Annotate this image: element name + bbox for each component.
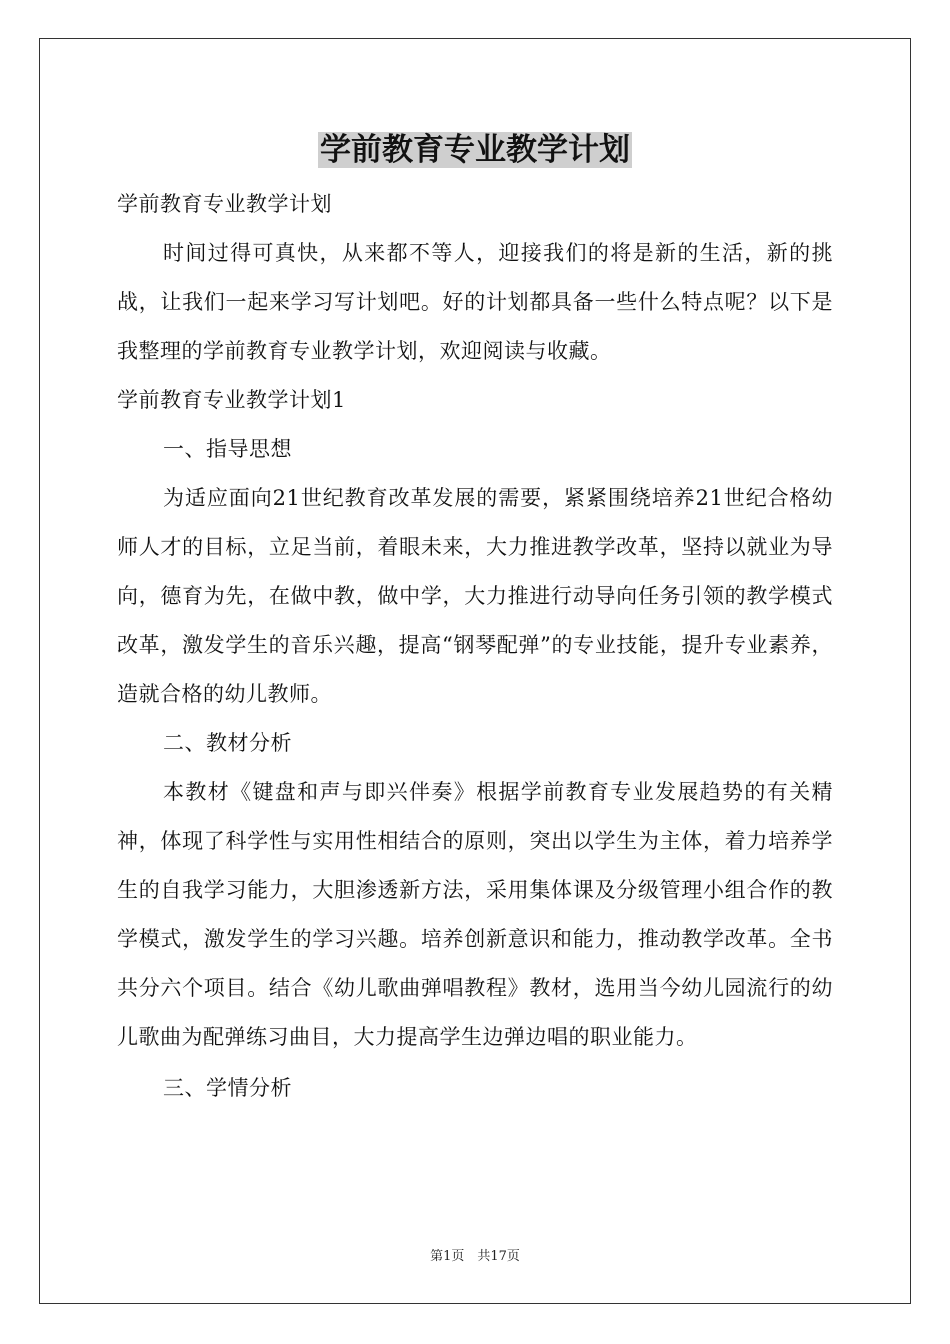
section-body-textbook-analysis: 本教材《键盘和声与即兴伴奏》根据学前教育专业发展趋势的有关精神，体现了科学性与实用性相结合的原则，突出以学生为主体，着力培养学生的自我学习能力，大胆渗透新方法，采用集体课及分级管理小组合作的教学模式，激发学生的学习兴趣。培养创新意识和能力，推动教学改革。全书共分六个项目。结合《幼儿歌曲弹唱教程》教材，选用当今幼儿园流行的幼儿歌曲为配弹练习曲目，大力提高学生边弹边唱的职业能力。 <box>117 780 833 1049</box>
section-heading-guiding-ideology: 一、指导思想 <box>163 437 292 461</box>
document-title-text: 学前教育专业教学计划 <box>320 132 630 168</box>
section-title: 学前教育专业教学计划1 <box>117 388 346 412</box>
document-body <box>117 126 833 1113</box>
document-title <box>117 126 833 174</box>
section-heading-textbook-analysis: 二、教材分析 <box>163 731 292 755</box>
page-footer: 第1页 共17页 <box>430 1249 520 1264</box>
document-subtitle: 学前教育专业教学计划 <box>117 192 332 216</box>
intro-paragraph: 时间过得可真快，从来都不等人，迎接我们的将是新的生活，新的挑战，让我们一起来学习写计划吧。好的计划都具备一些什么特点呢？以下是我整理的学前教育专业教学计划，欢迎阅读与收藏。 <box>117 241 833 363</box>
section-body-guiding-ideology: 为适应面向21世纪教育改革发展的需要，紧紧围绕培养21世纪合格幼师人才的目标，立足当前，着眼未来，大力推进教学改革，坚持以就业为导向，德育为先，在做中教，做中学，大力推进行动导向任务引领的教学模式改革，激发学生的音乐兴趣，提高“钢琴配弹”的专业技能，提升专业素养，造就合格的幼儿教师。 <box>117 486 833 706</box>
section-heading-student-analysis: 三、学情分析 <box>163 1076 292 1100</box>
